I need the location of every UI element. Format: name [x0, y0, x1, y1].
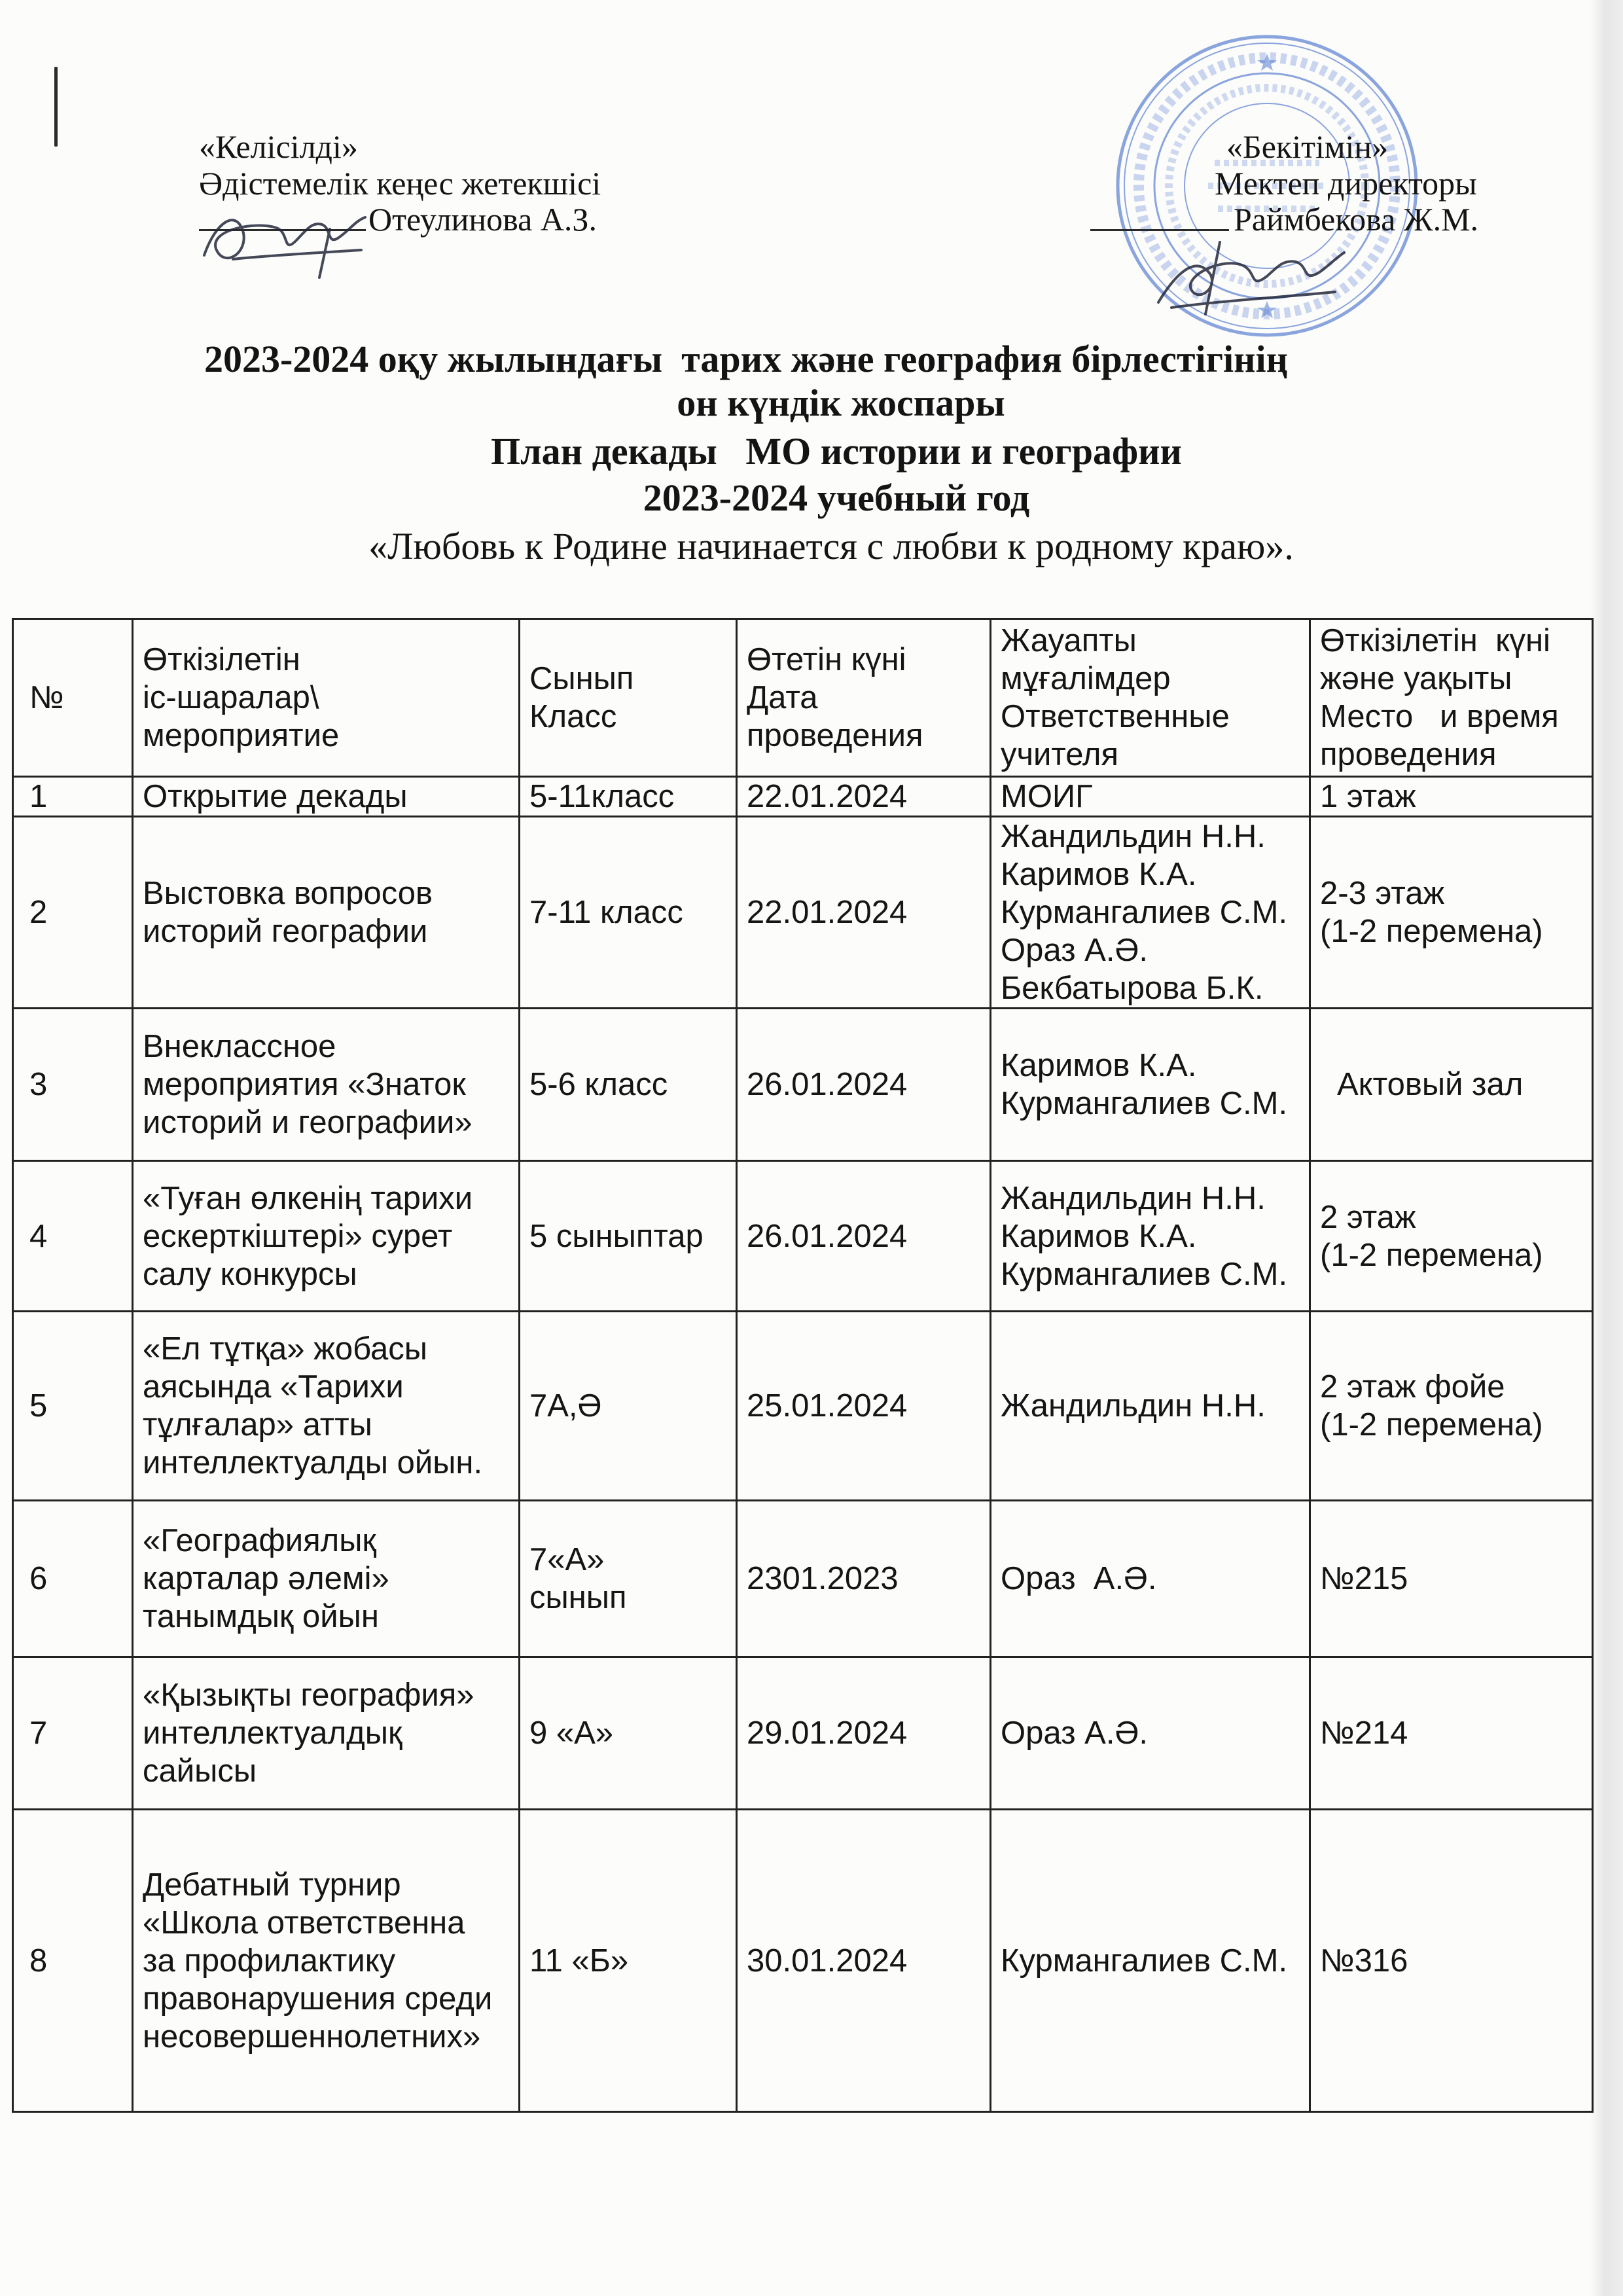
cell-class: 5-11класс [520, 777, 737, 817]
title-line-2: он күндік жоспары [677, 382, 1005, 424]
cell-event: Открытие декады [133, 777, 520, 817]
cell-place: 2 этаж (1-2 перемена) [1310, 1161, 1593, 1312]
cell-place: №214 [1310, 1657, 1593, 1810]
cell-event: «Туған өлкенің тарихи ескерткіштері» сурет салу конкурсы [133, 1161, 520, 1312]
cell-class: 5 сыныптар [520, 1161, 737, 1312]
approval-left-name: Отеулинова А.З. [368, 201, 597, 238]
approval-left-position: Әдістемелік кеңес жетекшісі [199, 165, 601, 202]
cell-place: 2 этаж фойе (1-2 перемена) [1310, 1312, 1593, 1501]
cell-event: «Географиялық карталар әлемі» танымдық ойын [133, 1501, 520, 1657]
cell-place: №316 [1310, 1810, 1593, 2112]
cell-date: 25.01.2024 [737, 1312, 991, 1501]
cell-date: 29.01.2024 [737, 1657, 991, 1810]
signature-left [196, 195, 373, 283]
cell-responsible: Жандильдин Н.Н. Каримов К.А. Курмангалиев С.М. Ораз А.Ә. Бекбатырова Б.К. [991, 817, 1310, 1009]
cell-number: 6 [13, 1501, 133, 1657]
signature-right [1152, 229, 1348, 321]
cell-date: 2301.2023 [737, 1501, 991, 1657]
cell-number: 1 [13, 777, 133, 817]
cell-event: «Ел тұтқа» жобасы аясында «Тарихи тұлғалар» атты интеллектуалды ойын. [133, 1312, 520, 1501]
cell-responsible: Курмангалиев С.М. [991, 1810, 1310, 2112]
cell-place: 1 этаж [1310, 777, 1593, 817]
cell-number: 5 [13, 1312, 133, 1501]
cell-date: 30.01.2024 [737, 1810, 991, 2112]
approval-right-name: Раймбекова Ж.М. [1234, 201, 1479, 238]
approval-right-label: «Бекітімін» [1226, 128, 1389, 165]
cell-responsible: Ораз А.Ә. [991, 1501, 1310, 1657]
cell-number: 2 [13, 817, 133, 1009]
cell-class: 7«А» сынып [520, 1501, 737, 1657]
cell-event: «Қызықты география» интеллектуалдық сайысы [133, 1657, 520, 1810]
table-row [13, 1657, 1593, 1810]
table-header-date: Өтетін күні Дата проведения [737, 619, 991, 777]
cell-place: Актовый зал [1310, 1009, 1593, 1161]
plan-table [12, 618, 1594, 2113]
cell-place: 2-3 этаж (1-2 перемена) [1310, 817, 1593, 1009]
scan-edge [1590, 0, 1623, 2296]
table-header-responsible: Жауапты мұғалімдер Ответственные учителя [991, 619, 1310, 777]
cell-date: 22.01.2024 [737, 777, 991, 817]
cell-date: 22.01.2024 [737, 817, 991, 1009]
table-row [13, 817, 1593, 1009]
table-row [13, 1009, 1593, 1161]
cell-number: 3 [13, 1009, 133, 1161]
approval-right-position: Мектеп директоры [1215, 165, 1477, 202]
title-motto: «Любовь к Родине начинается с любви к родному краю». [368, 525, 1294, 567]
cell-responsible: Ораз А.Ә. [991, 1657, 1310, 1810]
table-row [13, 1810, 1593, 2112]
cell-responsible: Жандильдин Н.Н. Каримов К.А. Курмангалиев С.М. [991, 1161, 1310, 1312]
cell-number: 8 [13, 1810, 133, 2112]
title-line-1: 2023-2024 оқу жылындағы тарих және география бірлестігінің [204, 338, 1289, 380]
table-header-event: Өткізілетін іс-шаралар\ мероприятие [133, 619, 520, 777]
cell-number: 7 [13, 1657, 133, 1810]
table-header-row [13, 619, 1593, 777]
table-header-place: Өткізілетін күні және уақыты Место и время проведения [1310, 619, 1593, 777]
cell-event: Выстовка вопросов историй географии [133, 817, 520, 1009]
cell-event: Внеклассное мероприятия «Знаток историй и географии» [133, 1009, 520, 1161]
cell-place: №215 [1310, 1501, 1593, 1657]
cell-class: 11 «Б» [520, 1810, 737, 2112]
title-line-4: 2023-2024 учебный год [643, 476, 1030, 519]
cell-number: 4 [13, 1161, 133, 1312]
table-row [13, 777, 1593, 817]
approval-left-label: «Келісілді» [199, 128, 358, 165]
cell-responsible: Жандильдин Н.Н. [991, 1312, 1310, 1501]
scan-mark [54, 67, 58, 147]
table-header-class: Сынып Класс [520, 619, 737, 777]
cell-responsible: МОИГ [991, 777, 1310, 817]
cell-responsible: Каримов К.А. Курмангалиев С.М. [991, 1009, 1310, 1161]
table-header-number: № [13, 619, 133, 777]
cell-class: 7-11 класс [520, 817, 737, 1009]
table-row [13, 1501, 1593, 1657]
cell-class: 7А,Ә [520, 1312, 737, 1501]
cell-date: 26.01.2024 [737, 1009, 991, 1161]
cell-date: 26.01.2024 [737, 1161, 991, 1312]
cell-class: 5-6 класс [520, 1009, 737, 1161]
cell-event: Дебатный турнир «Школа ответственна за профилактику правонарушения среди несовершеннолетних» [133, 1810, 520, 2112]
cell-class: 9 «А» [520, 1657, 737, 1810]
table-row [13, 1161, 1593, 1312]
title-line-3: План декады МО истории и географии [491, 430, 1182, 473]
table-row [13, 1312, 1593, 1501]
